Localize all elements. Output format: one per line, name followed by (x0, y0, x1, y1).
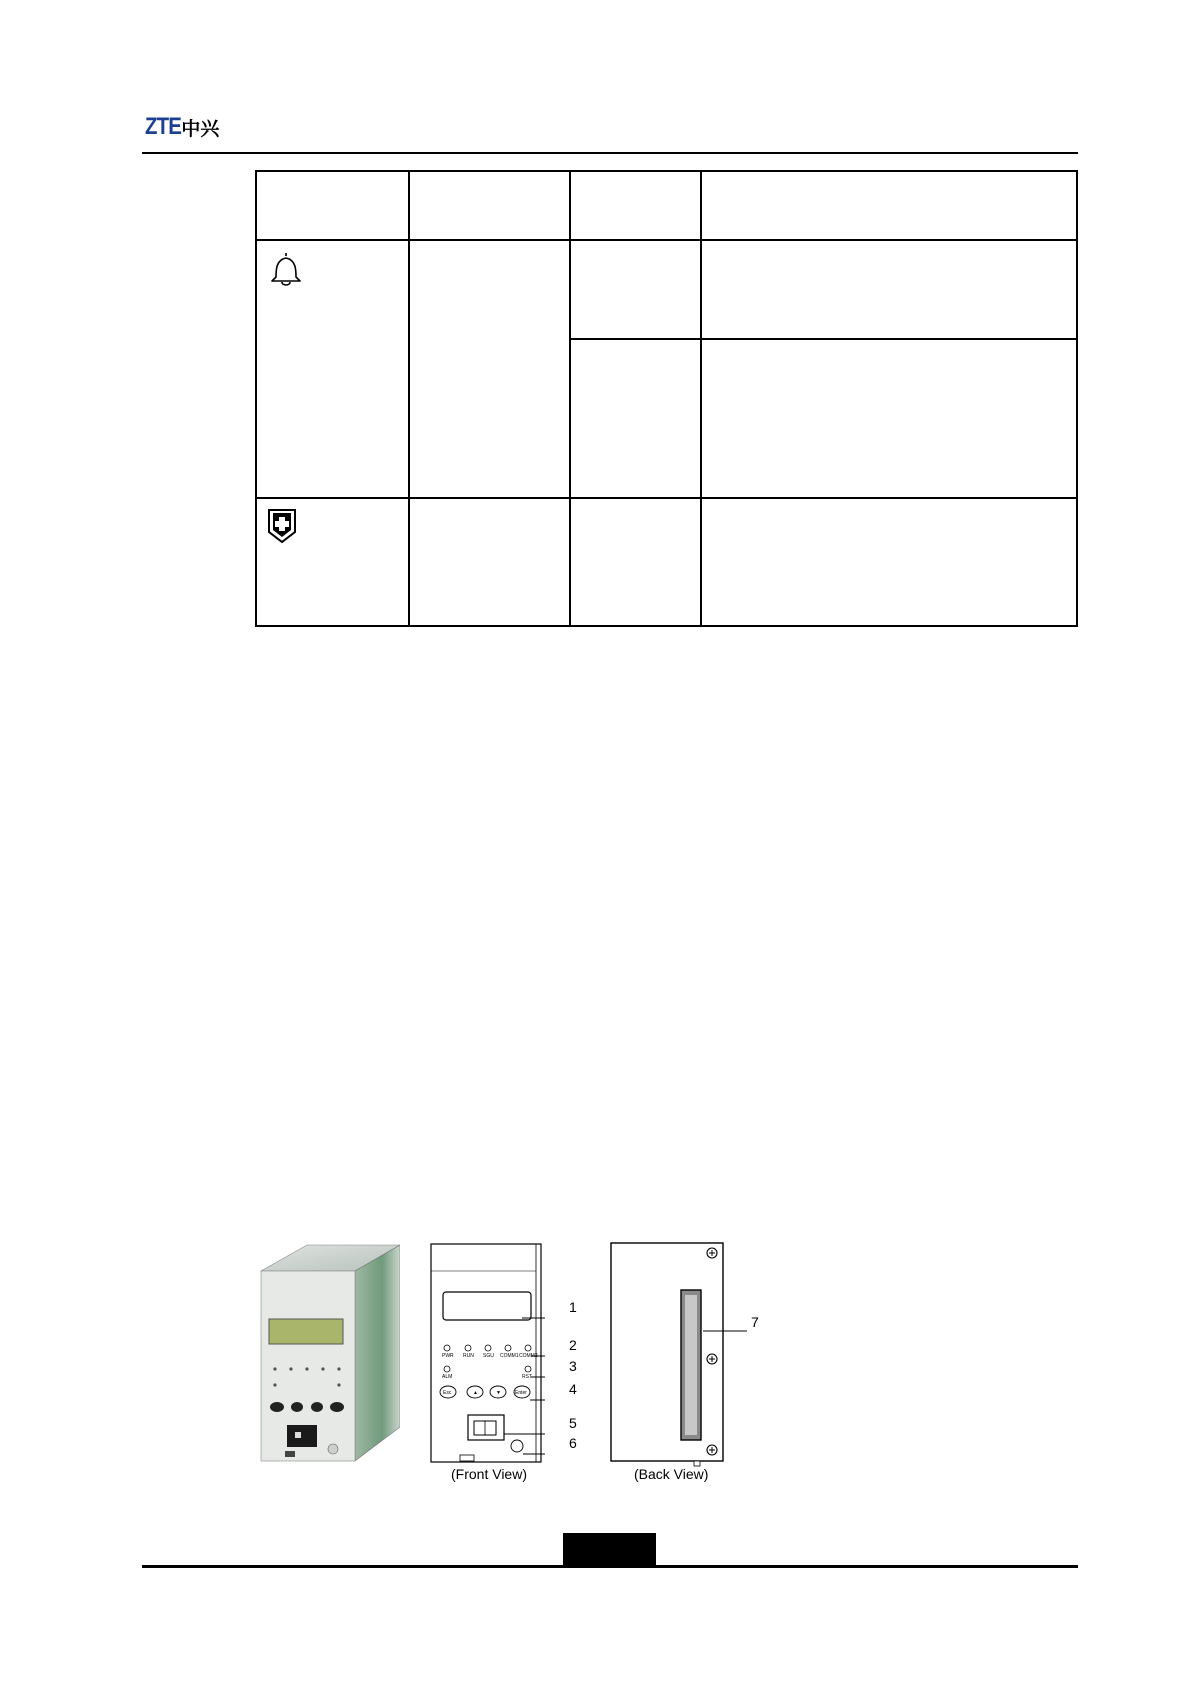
front-view-caption: (Front View) (451, 1466, 527, 1482)
led-label-pwr: PWR (442, 1353, 454, 1359)
led-label-rst: RST (522, 1374, 532, 1380)
table-border-bottom (255, 625, 1078, 627)
table-border-top (255, 170, 1078, 172)
callout-6: 6 (569, 1435, 577, 1451)
table-col-divider (700, 170, 702, 627)
table-row-divider (255, 239, 1078, 241)
logo-chinese: 中兴 (181, 117, 220, 140)
front-view-drawing (430, 1243, 545, 1465)
callout-7: 7 (751, 1314, 759, 1330)
table-row-divider (569, 338, 1078, 340)
led-label-run: RUN (463, 1353, 474, 1359)
table-col-divider (408, 170, 410, 627)
callout-3: 3 (569, 1358, 577, 1374)
footer-rule (142, 1565, 1078, 1568)
table-border-right (1076, 170, 1078, 627)
device-photo (255, 1239, 400, 1464)
callout-2: 2 (569, 1337, 577, 1353)
symbol-table (255, 170, 1078, 627)
zte-logo (145, 114, 219, 140)
page-number-tab (563, 1533, 656, 1566)
callout-5: 5 (569, 1415, 577, 1431)
logo-text: ZTE (145, 113, 181, 140)
callout-1: 1 (569, 1299, 577, 1315)
button-up: ▲ (473, 1390, 478, 1396)
button-down: ▼ (496, 1390, 501, 1396)
table-border-left (255, 170, 257, 627)
table-row-divider (255, 497, 1078, 499)
shield-cross-icon (267, 508, 297, 544)
table-col-divider (569, 170, 571, 627)
bell-icon (267, 250, 305, 290)
header-rule (142, 152, 1078, 154)
button-esc: Esc (443, 1390, 452, 1396)
callout-4: 4 (569, 1381, 577, 1397)
device-figure (255, 1235, 795, 1490)
back-view-caption: (Back View) (634, 1466, 709, 1482)
button-enter: Enter (515, 1390, 527, 1396)
led-label-sgu: SGU (483, 1353, 494, 1359)
back-view-drawing (610, 1240, 790, 1470)
led-label-comm1: COMM1 (500, 1353, 519, 1359)
led-label-alm: ALM (442, 1374, 453, 1380)
led-label-comm2: COMM2 (519, 1353, 538, 1359)
